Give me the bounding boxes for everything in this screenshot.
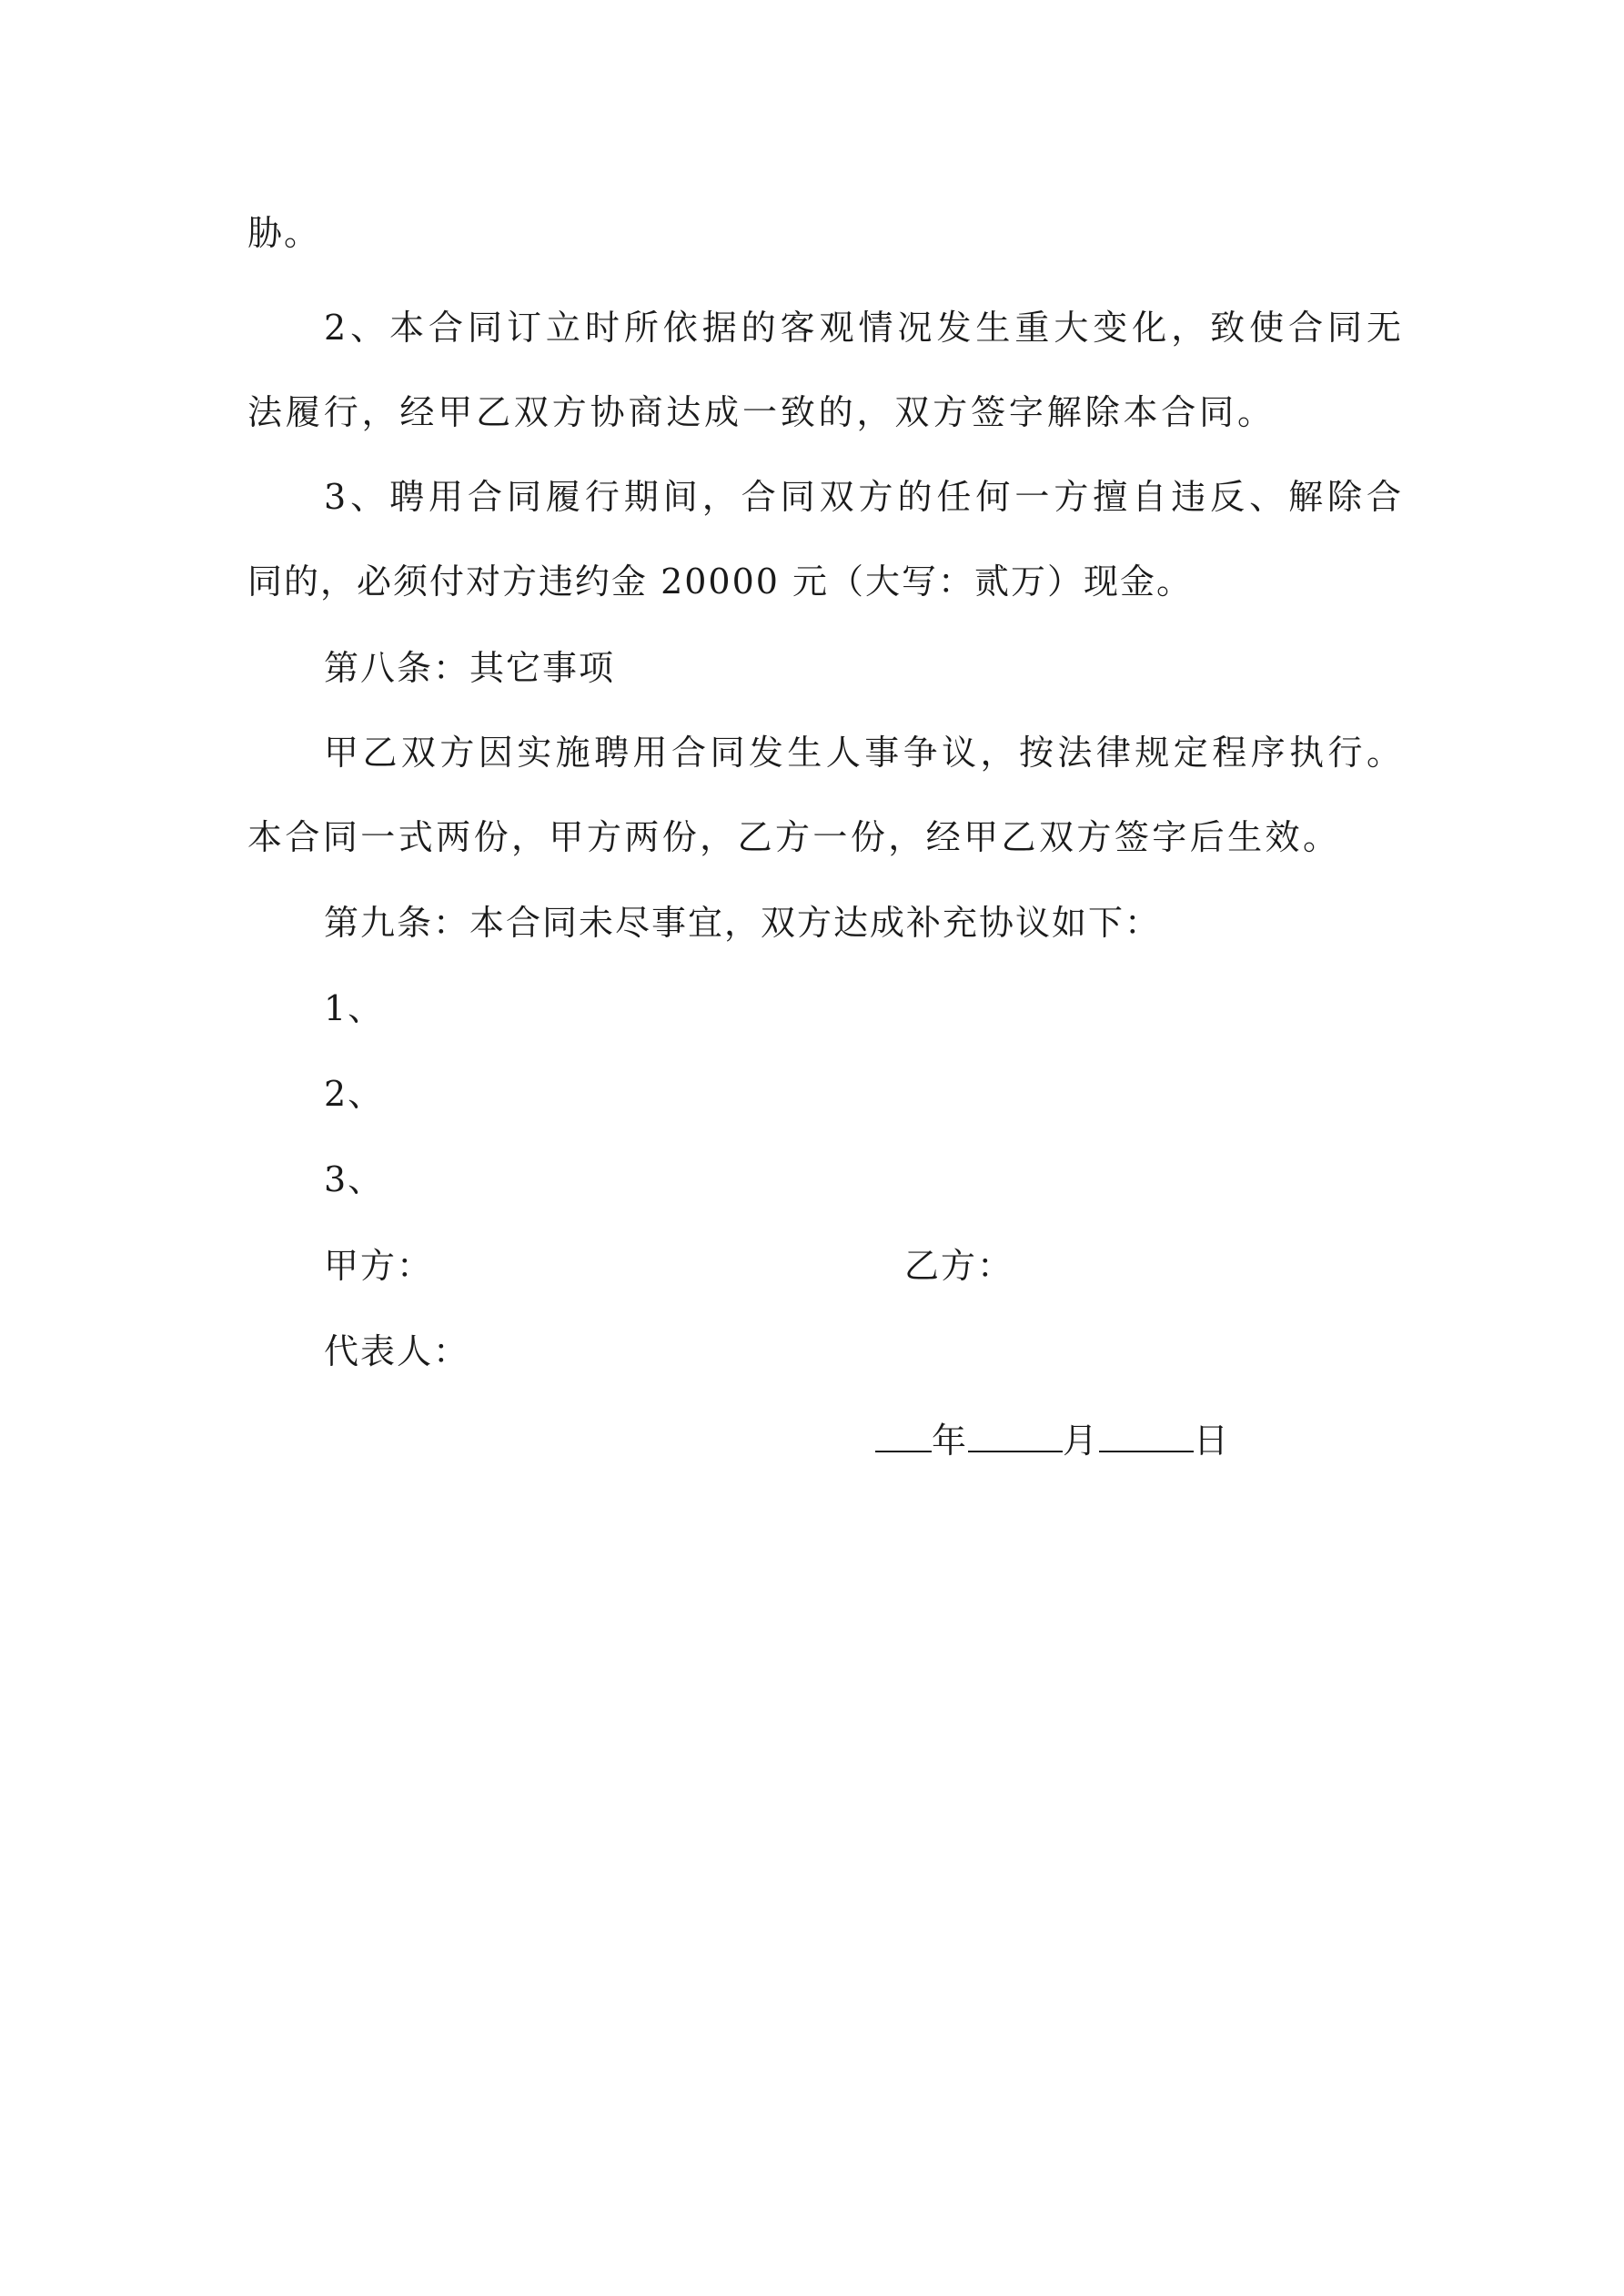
- party-b-label: 乙方：: [904, 1246, 1014, 1286]
- year-blank: [875, 1418, 932, 1452]
- paragraph-line: 3、聘用合同履行期间，合同双方的任何一方擅自违反、解除合: [324, 477, 1403, 517]
- section-heading: 第九条：本合同未尽事宜，双方达成补充协议如下：: [324, 903, 1162, 943]
- list-item: 2、: [324, 1074, 385, 1114]
- party-a-label: 甲方：: [324, 1246, 434, 1286]
- month-blank: [968, 1418, 1063, 1452]
- representative-label: 代表人：: [324, 1331, 470, 1371]
- paragraph-line: 同的，必须付对方违约金 20000 元（大写：贰万）现金。: [247, 561, 1194, 602]
- day-label: 日: [1194, 1421, 1231, 1461]
- list-item: 1、: [324, 988, 385, 1028]
- paragraph-line: 本合同一式两份，甲方两份，乙方一份，经甲乙双方签字后生效。: [247, 817, 1339, 857]
- section-heading: 第八条：其它事项: [324, 648, 616, 688]
- year-label: 年: [932, 1421, 969, 1461]
- paragraph-line: 胁。: [247, 213, 321, 253]
- signature-date: [875, 1418, 1257, 1462]
- paragraph-line: 甲乙双方因实施聘用合同发生人事争议，按法律规定程序执行。: [324, 733, 1403, 773]
- paragraph-line: 2、本合同订立时所依据的客观情况发生重大变化，致使合同无: [324, 308, 1403, 348]
- list-item: 3、: [324, 1159, 385, 1199]
- month-label: 月: [1063, 1421, 1100, 1461]
- paragraph-line: 法履行，经甲乙双方协商达成一致的，双方签字解除本合同。: [247, 392, 1274, 432]
- day-blank: [1099, 1418, 1194, 1452]
